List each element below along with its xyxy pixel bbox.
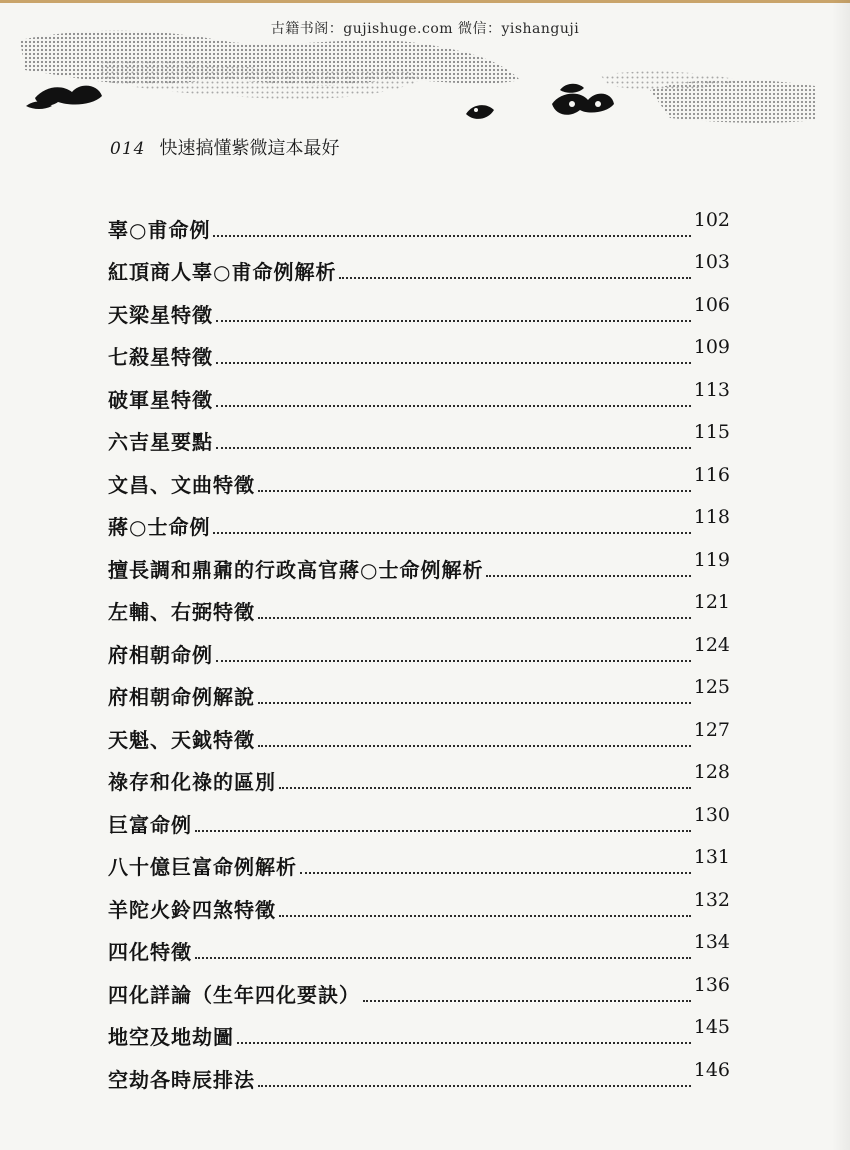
toc-entry-title: 府相朝命例解說	[108, 685, 255, 709]
toc-entry-page: 102	[693, 208, 730, 231]
toc-entry-title: 破軍星特徵	[108, 387, 213, 412]
toc-entry-page: 145	[693, 1016, 730, 1038]
toc-entry-title: 祿存和化祿的區別	[108, 770, 276, 794]
dot-leader	[216, 660, 691, 662]
toc-entry-page: 128	[693, 761, 730, 783]
toc-entry-title: 文昌、文曲特徵	[108, 472, 255, 497]
toc-entry-title: 府相朝命例	[108, 642, 213, 667]
toc-entry-page: 109	[693, 336, 730, 358]
toc-entry[interactable]	[108, 965, 730, 1008]
toc-entry[interactable]	[108, 880, 730, 923]
dot-leader	[486, 575, 690, 577]
page-edge-shade	[832, 0, 850, 1150]
toc-entry[interactable]	[108, 795, 730, 838]
toc-entry-title: 天魁、天鉞特徵	[108, 727, 255, 752]
toc-entry[interactable]	[108, 455, 730, 498]
toc-entry[interactable]	[108, 370, 730, 413]
toc-entry[interactable]	[108, 1050, 730, 1093]
toc-entry[interactable]	[108, 710, 730, 753]
toc-entry-page: 127	[693, 718, 730, 741]
dot-leader	[279, 787, 691, 789]
toc-entry[interactable]	[108, 328, 730, 371]
toc-entry-page: 116	[693, 463, 730, 486]
dot-leader	[216, 447, 691, 449]
running-head	[110, 134, 339, 160]
toc-entry-title: 左輔、右弼特徵	[108, 600, 255, 624]
dot-leader	[213, 235, 690, 237]
toc-entry-title: 羊陀火鈴四煞特徵	[108, 897, 276, 922]
toc-entry[interactable]	[108, 625, 730, 668]
top-rule	[0, 0, 850, 3]
toc-entry-page: 134	[693, 931, 730, 953]
toc-entry-title: 辜○甫命例	[108, 217, 211, 242]
dot-leader	[216, 405, 691, 407]
toc-entry[interactable]	[108, 583, 730, 626]
toc-entry-page: 125	[693, 676, 730, 698]
dot-leader	[216, 362, 691, 364]
toc-entry-title: 八十億巨富命例解析	[108, 855, 297, 879]
dot-leader	[195, 830, 691, 832]
dot-leader	[216, 320, 691, 322]
dot-leader	[258, 617, 691, 619]
watermark-text: 古籍书阁：gujishuge.com 微信：yishanguji	[270, 21, 580, 37]
dot-leader	[237, 1042, 691, 1044]
toc-entry[interactable]	[108, 668, 730, 711]
toc-entry-title: 地空及地劫圖	[108, 1025, 234, 1049]
dot-leader	[363, 1000, 691, 1002]
toc-entry-page: 103	[693, 251, 730, 273]
toc-entry[interactable]	[108, 243, 730, 286]
dot-leader	[339, 277, 690, 279]
dot-leader	[258, 702, 691, 704]
toc-entry[interactable]	[108, 285, 730, 328]
book-title: 快速搞懂紫微這本最好	[159, 138, 340, 159]
toc-entry[interactable]	[108, 1008, 730, 1051]
toc-entry-page: 132	[693, 888, 730, 911]
toc-entry-page: 113	[693, 378, 730, 401]
toc-entry-page: 106	[693, 293, 730, 316]
toc-entry[interactable]	[108, 838, 730, 881]
toc-entry-page: 115	[693, 421, 730, 443]
toc-entry-title: 擅長調和鼎鼐的行政高官蔣○士命例解析	[108, 557, 484, 582]
toc-entry-page: 118	[693, 506, 730, 528]
toc-entry[interactable]	[108, 753, 730, 796]
toc-entry-title: 蔣○士命例	[108, 515, 211, 539]
dot-leader	[258, 745, 691, 747]
toc-entry-page: 136	[693, 973, 730, 996]
toc-entry-title: 巨富命例	[108, 812, 192, 837]
dot-leader	[300, 872, 691, 874]
dot-leader	[213, 532, 690, 534]
dot-leader	[279, 915, 691, 917]
toc-entry[interactable]	[108, 498, 730, 541]
toc-entry-page: 131	[693, 846, 730, 868]
toc-entry-page: 124	[693, 633, 730, 656]
toc-entry-title: 天梁星特徵	[108, 302, 213, 327]
toc-entry[interactable]	[108, 200, 730, 243]
toc-entry-title: 空劫各時辰排法	[108, 1067, 255, 1092]
page-number: 014	[110, 139, 146, 159]
dot-leader	[195, 957, 691, 959]
toc-entry-page: 121	[693, 591, 730, 613]
toc-entry[interactable]	[108, 413, 730, 456]
toc-entry[interactable]	[108, 540, 730, 583]
toc-entry-page: 130	[693, 803, 730, 826]
toc-entry-title: 紅頂商人辜○甫命例解析	[108, 260, 337, 284]
dot-leader	[258, 1085, 691, 1087]
dot-leader	[258, 490, 691, 492]
toc-entry-page: 146	[693, 1058, 730, 1081]
toc-entry[interactable]	[108, 923, 730, 966]
toc-entry-title: 六吉星要點	[108, 430, 213, 454]
toc-entry-title: 四化詳論（生年四化要訣）	[108, 982, 360, 1007]
toc-entry-title: 四化特徵	[108, 940, 192, 964]
toc-entry-title: 七殺星特徵	[108, 345, 213, 369]
toc-entry-page: 119	[693, 548, 730, 571]
table-of-contents	[108, 200, 730, 1093]
